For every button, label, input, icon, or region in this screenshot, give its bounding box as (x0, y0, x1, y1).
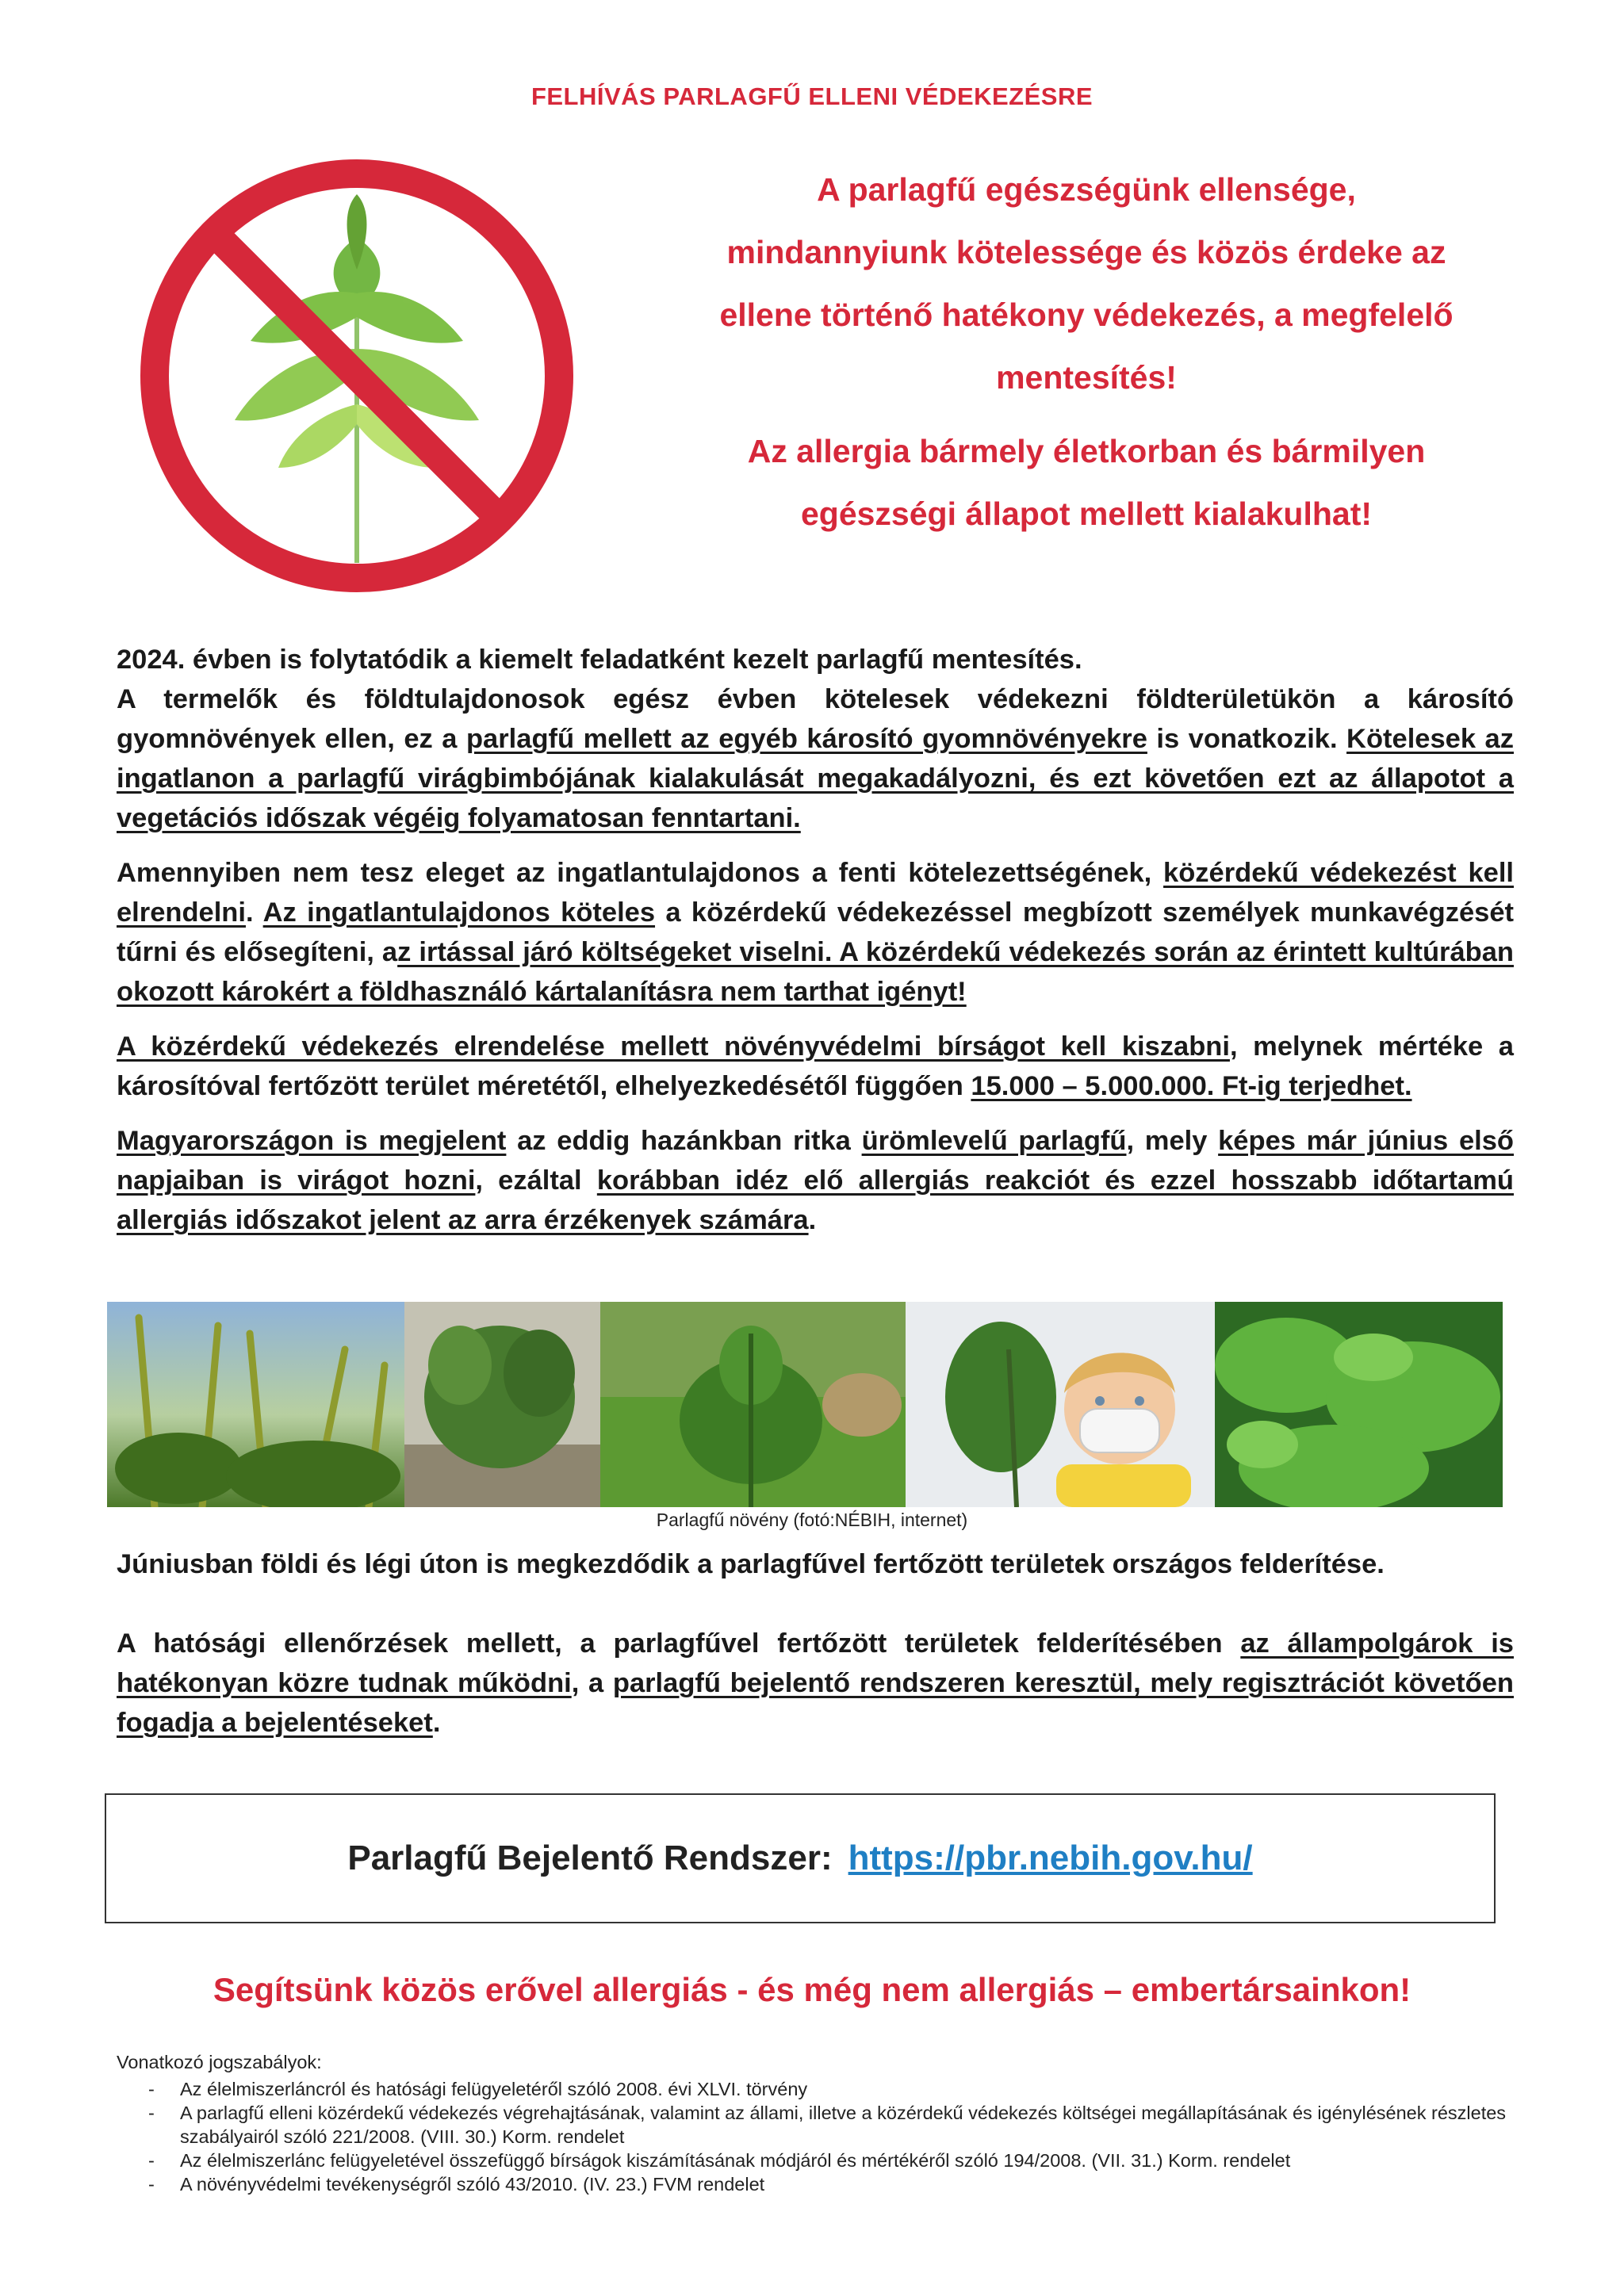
paragraph-text: 2024. évben is folytatódik a kiemelt feladatként kezelt parlagfű mentesítés. (117, 645, 1082, 675)
legal-heading: Vonatkozó jogszabályok: (117, 2052, 322, 2072)
ragweed-flower-photo (107, 1302, 404, 1507)
paragraph (117, 853, 1514, 1012)
body-text-2 (117, 1544, 1514, 1743)
text: a közérdekű védekezéssel megbízott személyek munkavégzését tűrni és elősegíteni, a (117, 897, 1514, 967)
child-with-mask-photo (906, 1302, 1215, 1507)
underlined-text: Magyarországon is megjelent (117, 1126, 507, 1156)
photo-caption: Parlagfű növény (fotó:NÉBIH, internet) (656, 1510, 968, 1530)
headline-line: egészségi állapot mellett kialakulhat! (800, 496, 1373, 532)
underlined-text: Kötelesek az ingatlanon a parlagfű virágbimbójának kialakulását megakadályozni, és ezt követően ezt az állapotot a vegetációs időszak végéig folyamatosan fenntartani. (117, 724, 1514, 833)
underlined-text: képes már június első napjaiban is virágot hozni (117, 1126, 1514, 1196)
call-to-action: Segítsünk közös erővel allergiás - és még nem allergiás – embertársainkon! (213, 1971, 1411, 2008)
text: , melynek mértéke a károsítóval fertőzött terület méretétől, elhelyezkedésétől függően (117, 1031, 1514, 1101)
underlined-text: az állampolgárok is hatékonyan közre tudnak működni (117, 1628, 1514, 1698)
underlined-text: közérdekű védekezést kell elrendelni (117, 858, 1514, 928)
text: . (432, 1708, 441, 1738)
underlined-text: A közérdekű védekezés elrendelése mellett növényvédelmi bírságot kell kiszabni (117, 1031, 1230, 1062)
text: , ezáltal (475, 1165, 597, 1196)
paragraph (117, 1624, 1514, 1743)
text: A hatósági ellenőrzések mellett, a parlagfűvel fertőzött területek felderítésében (117, 1628, 1241, 1659)
headline-line: ellene történő hatékony védekezés, a megfelelő (719, 297, 1454, 333)
paragraph (117, 1027, 1514, 1106)
text: . (245, 897, 263, 928)
report-system-link[interactable]: https://pbr.nebih.gov.hu/ (848, 1839, 1253, 1877)
text: , mely (1126, 1126, 1219, 1156)
legal-item: - Az élelmiszerláncról és hatósági felügyeletéről szóló 2008. évi XLVI. törvény (117, 2077, 1514, 2101)
text: is vonatkozik. (1147, 724, 1347, 754)
paragraph (117, 1544, 1514, 1584)
legal-references (117, 2050, 1514, 2196)
legal-list (117, 2077, 1514, 2196)
page-kicker: FELHÍVÁS PARLAGFŰ ELLENI VÉDEKEZÉSRE (530, 82, 1094, 110)
text: . (808, 1205, 817, 1235)
headline-line: Az allergia bármely életkorban és bármilyen (747, 433, 1426, 469)
headline-line: mentesítés! (996, 359, 1177, 396)
headline (619, 159, 1554, 545)
headline-line: mindannyiunk kötelessége és közös érdeke az (726, 234, 1446, 270)
underlined-text: parlagfű mellett az egyéb károsító gyomnövényekre (465, 724, 1147, 754)
legal-item: - A parlagfű elleni közérdekű védekezés végrehajtásának, valamint az állami, illetve a közérdekű védekezés költségei megállapításának és igénylésének részletes szabályairól szóló 221/2008. (VIII. 30.) Korm. rendelet (117, 2101, 1514, 2149)
text: , a (571, 1668, 613, 1698)
legal-item: - Az élelmiszerlánc felügyeletével összefüggő bírságok kiszámításának módjáról és mértékéről szóló 194/2008. (VII. 31.) Korm. rendelet (117, 2149, 1514, 2172)
legal-item: - A növényvédelmi tevékenységről szóló 43/2010. (IV. 23.) FVM rendelet (117, 2172, 1514, 2196)
underlined-text: parlagfű bejelentő rendszeren keresztül, mely regisztrációt követően fogadja a bejelentéseket (117, 1668, 1514, 1738)
report-system-label: Parlagfű Bejelentő Rendszer: (347, 1839, 833, 1877)
photo-strip (107, 1302, 1503, 1507)
text: az eddig hazánkban ritka (506, 1126, 862, 1156)
ragweed-plant-photo (404, 1302, 600, 1507)
no-ragweed-icon (132, 151, 582, 601)
underlined-text: korábban idéz elő allergiás reakciót és ezzel hosszabb időtartamú allergiás időszakot jelent az arra érzékenyek számára (117, 1165, 1514, 1235)
underlined-text: z irtással járó költségeket viselni. A közérdekű védekezés során az érintett kultúrában okozott károkért a földhasználó kártalanításra nem tarthat igényt! (117, 937, 1514, 1007)
text: Amennyiben nem tesz eleget az ingatlantulajdonos a fenti kötelezettségének, (117, 858, 1164, 888)
headline-line: A parlagfű egészségünk ellensége, (817, 171, 1356, 208)
paragraph (117, 1121, 1514, 1240)
report-system-box (105, 1793, 1496, 1923)
text: A termelők és földtulajdonosok egész évben kötelesek védekezni földterületükön a károsító gyomnövények ellen, ez a (117, 684, 1514, 754)
ragweed-field-photo (600, 1302, 906, 1507)
paragraph (117, 640, 1514, 679)
underlined-text: Az ingatlantulajdonos köteles (262, 897, 656, 928)
paragraph (117, 679, 1514, 838)
underlined-text: ürömlevelű parlagfű (861, 1126, 1127, 1156)
text: Júniusban földi és légi úton is megkezdődik a parlagfűvel fertőzött területek országos felderítése. (117, 1549, 1385, 1579)
body-text (117, 640, 1514, 1255)
ragweed-leaves-photo (1215, 1302, 1503, 1507)
underlined-text: 15.000 – 5.000.000. Ft-ig terjedhet. (971, 1071, 1412, 1101)
